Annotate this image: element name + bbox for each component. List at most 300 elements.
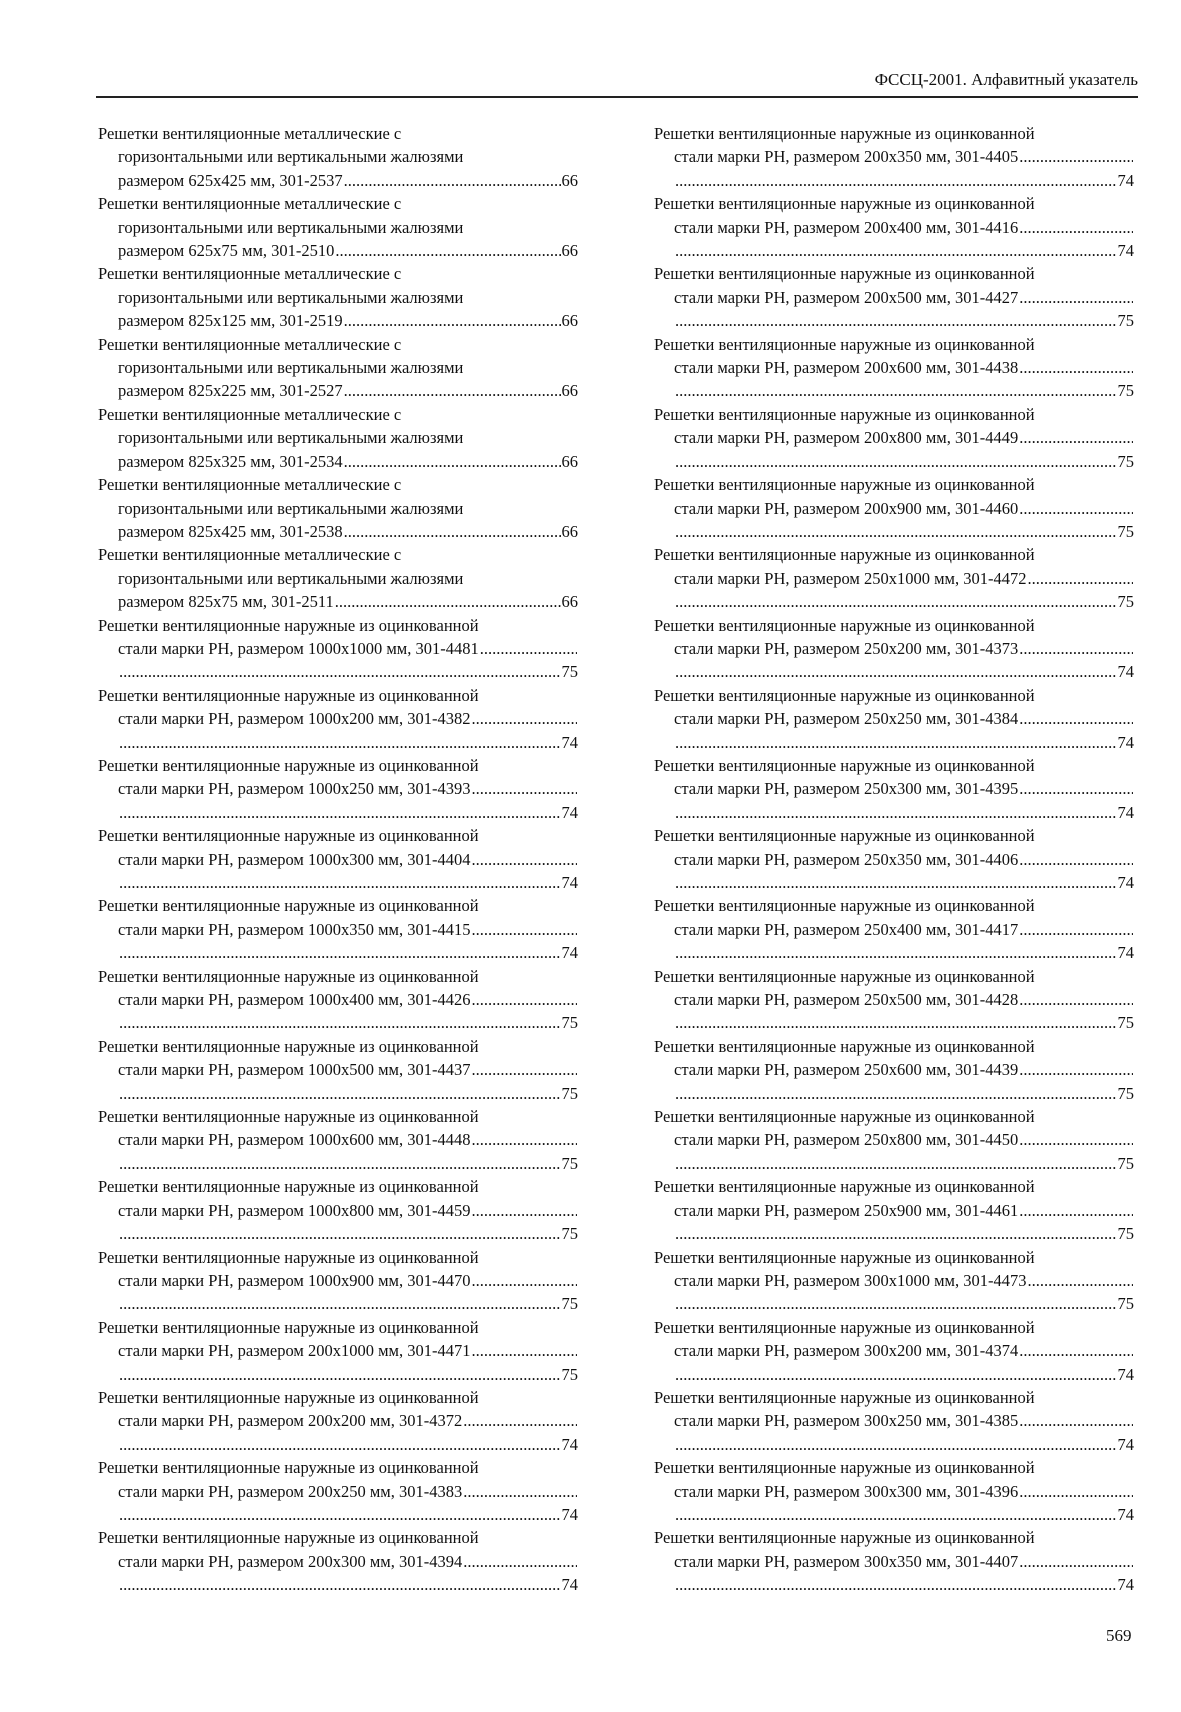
entry-text: Решетки вентиляционные наружные из оцинкованной: [654, 896, 1035, 916]
dot-leader: [1019, 777, 1133, 800]
dot-leader: [675, 1363, 1117, 1386]
entry-text: стали марки РН, размером 200х400 мм, 301-4416: [674, 217, 1019, 237]
entry-page-line: [98, 1222, 578, 1245]
dot-leader: [119, 731, 561, 754]
entry-page-ref: 66: [561, 311, 578, 331]
entry-page-ref: 75: [561, 1364, 578, 1384]
entry-text: стали марки РН, размером 1000х250 мм, 301-4393: [118, 779, 471, 799]
entry-page-ref: 74: [1117, 662, 1134, 682]
entry-page-ref: 74: [561, 1434, 578, 1454]
entry-text: стали марки РН, размером 250х900 мм, 301-4461: [674, 1200, 1019, 1220]
entry-continuation-line: [654, 356, 1134, 379]
entry-page-ref: 75: [1117, 1153, 1134, 1173]
entry-page-line: [654, 309, 1134, 332]
dot-leader: [119, 1292, 561, 1315]
entry-text: стали марки РН, размером 250х1000 мм, 301-4472: [674, 568, 1027, 588]
entry-text: горизонтальными или вертикальными жалюзями: [118, 358, 464, 378]
dot-leader: [119, 1433, 561, 1456]
entry-text: Решетки вентиляционные наружные из оцинкованной: [98, 966, 479, 986]
entry-text: Решетки вентиляционные наружные из оцинкованной: [98, 685, 479, 705]
dot-leader: [119, 1363, 561, 1386]
entry-heading-line: [654, 543, 1134, 566]
dot-leader: [675, 660, 1117, 683]
entry-page-ref: 74: [561, 1504, 578, 1524]
entry-page-line: [98, 1363, 578, 1386]
entry-heading-line: [98, 614, 578, 637]
entry-continuation-line: [98, 1128, 578, 1151]
dot-leader: [675, 1152, 1117, 1175]
dot-leader: [1019, 497, 1133, 520]
entry-continuation-line: [98, 567, 578, 590]
index-entry: [654, 1316, 1134, 1386]
entry-page-ref: 75: [1117, 1013, 1134, 1033]
index-entry: [98, 1316, 578, 1386]
entry-text: стали марки РН, размером 200х200 мм, 301-4372: [118, 1411, 463, 1431]
entry-text: стали марки РН, размером 200х500 мм, 301-4427: [674, 287, 1019, 307]
dot-leader: [472, 918, 578, 941]
entry-continuation-line: [98, 1199, 578, 1222]
entry-continuation-line: [98, 918, 578, 941]
dot-leader: [463, 1480, 577, 1503]
entry-continuation-line: [98, 216, 578, 239]
entry-text: стали марки РН, размером 200х900 мм, 301-4460: [674, 498, 1019, 518]
entry-continuation-line: [98, 520, 578, 543]
entry-continuation-line: [98, 1058, 578, 1081]
entry-text: Решетки вентиляционные наружные из оцинкованной: [654, 685, 1035, 705]
entry-page-line: [654, 660, 1134, 683]
entry-page-line: [98, 660, 578, 683]
entry-text: Решетки вентиляционные наружные из оцинкованной: [654, 124, 1035, 143]
entry-continuation-line: [98, 145, 578, 168]
entry-continuation-line: [654, 1058, 1134, 1081]
dot-leader: [1019, 637, 1133, 660]
entry-page-line: [98, 1503, 578, 1526]
entry-text: стали марки РН, размером 1000х500 мм, 301-4437: [118, 1060, 471, 1080]
index-entry: [654, 824, 1134, 894]
dot-leader: [344, 520, 561, 543]
dot-leader: [1019, 145, 1133, 168]
entry-continuation-line: [654, 216, 1134, 239]
dot-leader: [344, 450, 561, 473]
entry-page-line: [98, 941, 578, 964]
entry-heading-line: [654, 754, 1134, 777]
entry-text: стали марки РН, размером 1000х350 мм, 301-4415: [118, 919, 471, 939]
dot-leader: [119, 1011, 561, 1034]
entry-continuation-line: [654, 1480, 1134, 1503]
index-entry: [98, 684, 578, 754]
dot-leader: [119, 1573, 561, 1596]
dot-leader: [1019, 1409, 1133, 1432]
entry-page-line: [654, 1292, 1134, 1315]
index-entry: [98, 333, 578, 403]
entry-continuation-line: [654, 848, 1134, 871]
entry-page-ref: 74: [1117, 732, 1134, 752]
entry-page-ref: 75: [1117, 381, 1134, 401]
entry-page-ref: 74: [1117, 170, 1134, 190]
entry-continuation-line: [98, 1409, 578, 1432]
dot-leader: [344, 309, 561, 332]
entry-continuation-line: [654, 918, 1134, 941]
entry-text: стали марки РН, размером 1000х400 мм, 301-4426: [118, 990, 471, 1010]
entry-text: горизонтальными или вертикальными жалюзями: [118, 568, 464, 588]
index-entry: [654, 1386, 1134, 1456]
entry-page-line: [98, 801, 578, 824]
entry-continuation-line: [98, 777, 578, 800]
entry-page-line: [654, 450, 1134, 473]
entry-continuation-line: [654, 637, 1134, 660]
index-entry: [654, 122, 1134, 192]
index-entry: [654, 192, 1134, 262]
index-entry: [98, 262, 578, 332]
entry-continuation-line: [98, 450, 578, 473]
entry-heading-line: [98, 473, 578, 496]
dot-leader: [1019, 426, 1133, 449]
entry-continuation-line: [98, 1339, 578, 1362]
entry-text: стали марки РН, размером 250х500 мм, 301-4428: [674, 990, 1019, 1010]
entry-text: Решетки вентиляционные металлические с: [98, 194, 402, 214]
dot-leader: [1019, 1058, 1133, 1081]
entry-page-line: [654, 1433, 1134, 1456]
index-entry: [654, 894, 1134, 964]
entry-text: горизонтальными или вертикальными жалюзями: [118, 498, 464, 518]
entry-page-ref: 74: [1117, 943, 1134, 963]
entry-page-ref: 74: [561, 873, 578, 892]
dot-leader: [675, 731, 1117, 754]
index-entry: [654, 1456, 1134, 1526]
index-entry: [654, 1035, 1134, 1105]
entry-heading-line: [654, 473, 1134, 496]
entry-text: Решетки вентиляционные наружные из оцинкованной: [654, 475, 1035, 495]
entry-continuation-line: [98, 239, 578, 262]
entry-text: Решетки вентиляционные металлические с: [98, 334, 402, 354]
dot-leader: [675, 169, 1117, 192]
dot-leader: [119, 801, 561, 824]
index-entry: [98, 473, 578, 543]
entry-heading-line: [654, 1316, 1134, 1339]
entry-heading-line: [654, 965, 1134, 988]
entry-text: стали марки РН, размером 300х350 мм, 301-4407: [674, 1551, 1019, 1571]
dot-leader: [119, 1152, 561, 1175]
dot-leader: [1019, 918, 1133, 941]
entry-text: стали марки РН, размером 250х200 мм, 301-4373: [674, 638, 1019, 658]
running-header-title: ФССЦ-2001. Алфавитный указатель: [874, 70, 1138, 89]
entry-page-line: [654, 1503, 1134, 1526]
entry-continuation-line: [654, 567, 1134, 590]
dot-leader: [335, 239, 560, 262]
entry-heading-line: [98, 1175, 578, 1198]
entry-text: стали марки РН, размером 1000х900 мм, 301-4470: [118, 1270, 471, 1290]
entry-page-ref: 66: [561, 381, 578, 401]
entry-continuation-line: [98, 309, 578, 332]
dot-leader: [119, 1082, 561, 1105]
dot-leader: [119, 941, 561, 964]
entry-text: Решетки вентиляционные наружные из оцинкованной: [654, 615, 1035, 635]
entry-page-ref: 75: [561, 1083, 578, 1103]
dot-leader: [1019, 1480, 1133, 1503]
index-entry: [98, 965, 578, 1035]
entry-page-line: [654, 1573, 1134, 1596]
dot-leader: [119, 660, 561, 683]
entry-page-ref: 74: [1117, 802, 1134, 822]
dot-leader: [472, 988, 578, 1011]
entry-continuation-line: [654, 426, 1134, 449]
entry-page-line: [654, 731, 1134, 754]
entry-text: стали марки РН, размером 1000х300 мм, 301-4404: [118, 849, 471, 869]
index-entry: [98, 894, 578, 964]
index-entry: [654, 403, 1134, 473]
entry-page-ref: 66: [561, 170, 578, 190]
entry-page-line: [654, 941, 1134, 964]
entry-continuation-line: [654, 1269, 1134, 1292]
entry-text: стали марки РН, размером 300х1000 мм, 301-4473: [674, 1270, 1027, 1290]
entry-page-ref: 74: [561, 1575, 578, 1595]
entry-heading-line: [98, 122, 578, 145]
entry-heading-line: [98, 1386, 578, 1409]
entry-text: стали марки РН, размером 250х250 мм, 301-4384: [674, 709, 1019, 729]
entry-text: Решетки вентиляционные металлические с: [98, 124, 402, 143]
entry-continuation-line: [98, 497, 578, 520]
entry-continuation-line: [98, 426, 578, 449]
entry-text: Решетки вентиляционные металлические с: [98, 545, 402, 565]
entry-heading-line: [654, 1105, 1134, 1128]
index-entry: [654, 965, 1134, 1035]
entry-page-ref: 66: [561, 592, 578, 612]
entry-continuation-line: [654, 988, 1134, 1011]
entry-page-line: [98, 1011, 578, 1034]
entry-text: Решетки вентиляционные наружные из оцинкованной: [98, 1247, 479, 1267]
entry-page-line: [98, 871, 578, 894]
entry-text: Решетки вентиляционные наружные из оцинкованной: [654, 404, 1035, 424]
dot-leader: [472, 1199, 578, 1222]
entry-continuation-line: [654, 1409, 1134, 1432]
entry-heading-line: [98, 543, 578, 566]
entry-text: Решетки вентиляционные наружные из оцинкованной: [654, 755, 1035, 775]
entry-page-ref: 75: [1117, 311, 1134, 331]
dot-leader: [675, 941, 1117, 964]
index-entry: [654, 754, 1134, 824]
entry-page-line: [98, 1573, 578, 1596]
entry-page-line: [654, 1011, 1134, 1034]
index-entry: [98, 754, 578, 824]
dot-leader: [472, 1128, 578, 1151]
entry-page-ref: 74: [1117, 1434, 1134, 1454]
entry-text: стали марки РН, размером 250х400 мм, 301-4417: [674, 919, 1019, 939]
entry-text: стали марки РН, размером 250х600 мм, 301-4439: [674, 1060, 1019, 1080]
entry-text: стали марки РН, размером 1000х800 мм, 301-4459: [118, 1200, 471, 1220]
entry-text: Решетки вентиляционные металлические с: [98, 264, 402, 284]
entry-page-line: [98, 1292, 578, 1315]
dot-leader: [472, 848, 578, 871]
entry-page-ref: 75: [1117, 1294, 1134, 1314]
dot-leader: [675, 590, 1117, 613]
dot-leader: [675, 1011, 1117, 1034]
page-number: 569: [1106, 1626, 1132, 1645]
index-entry: [98, 403, 578, 473]
entry-continuation-line: [654, 707, 1134, 730]
index-entry: [654, 543, 1134, 613]
dot-leader: [1019, 356, 1133, 379]
entry-heading-line: [654, 1246, 1134, 1269]
entry-heading-line: [98, 1246, 578, 1269]
entry-page-line: [654, 1222, 1134, 1245]
dot-leader: [472, 1058, 578, 1081]
entry-text: размером 625х75 мм, 301-2510: [118, 241, 335, 261]
dot-leader: [344, 169, 561, 192]
entry-text: размером 825х425 мм, 301-2538: [118, 521, 343, 541]
entry-page-line: [98, 1433, 578, 1456]
entry-text: размером 825х75 мм, 301-2511: [118, 592, 334, 612]
index-entry: [98, 543, 578, 613]
dot-leader: [472, 1339, 578, 1362]
entry-continuation-line: [654, 1550, 1134, 1573]
entry-text: стали марки РН, размером 1000х600 мм, 301-4448: [118, 1130, 471, 1150]
entry-text: стали марки РН, размером 1000х200 мм, 301-4382: [118, 709, 471, 729]
dot-leader: [1019, 707, 1133, 730]
dot-leader: [675, 309, 1117, 332]
dot-leader: [1028, 1269, 1134, 1292]
dot-leader: [675, 520, 1117, 543]
entry-text: стали марки РН, размером 250х800 мм, 301-4450: [674, 1130, 1019, 1150]
entry-page-ref: 74: [561, 943, 578, 963]
entry-text: горизонтальными или вертикальными жалюзями: [118, 217, 464, 237]
entry-text: Решетки вентиляционные наружные из оцинкованной: [654, 1387, 1035, 1407]
entry-heading-line: [654, 684, 1134, 707]
entry-text: горизонтальными или вертикальными жалюзями: [118, 287, 464, 307]
entry-heading-line: [654, 1456, 1134, 1479]
entry-text: стали марки РН, размером 300х200 мм, 301-4374: [674, 1341, 1019, 1361]
entry-page-ref: 66: [561, 241, 578, 261]
entry-heading-line: [654, 262, 1134, 285]
entry-text: стали марки РН, размером 200х250 мм, 301-4383: [118, 1481, 463, 1501]
dot-leader: [675, 1433, 1117, 1456]
dot-leader: [344, 379, 561, 402]
entry-text: Решетки вентиляционные наружные из оцинкованной: [98, 755, 479, 775]
index-entry: [98, 192, 578, 262]
index-entry: [98, 1105, 578, 1175]
entry-page-ref: 74: [1117, 1575, 1134, 1595]
dot-leader: [1028, 567, 1134, 590]
entry-page-ref: 74: [561, 732, 578, 752]
entry-page-ref: 66: [561, 521, 578, 541]
entry-heading-line: [654, 333, 1134, 356]
dot-leader: [675, 1292, 1117, 1315]
index-entry: [98, 122, 578, 192]
dot-leader: [1019, 216, 1133, 239]
entry-text: стали марки РН, размером 1000х1000 мм, 301-4481: [118, 638, 479, 658]
entry-continuation-line: [654, 286, 1134, 309]
dot-leader: [472, 777, 578, 800]
entry-text: Решетки вентиляционные наружные из оцинкованной: [654, 334, 1035, 354]
entry-continuation-line: [98, 988, 578, 1011]
entry-heading-line: [654, 122, 1134, 145]
entry-text: Решетки вентиляционные наружные из оцинкованной: [98, 1107, 479, 1127]
dot-leader: [1019, 1550, 1133, 1573]
index-column-left: [98, 122, 578, 1597]
dot-leader: [675, 1573, 1117, 1596]
entry-text: Решетки вентиляционные наружные из оцинкованной: [98, 896, 479, 916]
index-entry: [98, 1175, 578, 1245]
entry-text: Решетки вентиляционные наружные из оцинкованной: [654, 1458, 1035, 1478]
entry-continuation-line: [98, 848, 578, 871]
entry-text: Решетки вентиляционные наружные из оцинкованной: [654, 545, 1035, 565]
entry-page-ref: 74: [1117, 873, 1134, 892]
entry-page-ref: 74: [561, 802, 578, 822]
entry-text: Решетки вентиляционные наружные из оцинкованной: [98, 1317, 479, 1337]
dot-leader: [1019, 1339, 1133, 1362]
entry-text: Решетки вентиляционные наружные из оцинкованной: [654, 966, 1035, 986]
entry-text: стали марки РН, размером 200х800 мм, 301-4449: [674, 428, 1019, 448]
entry-heading-line: [98, 192, 578, 215]
entry-text: Решетки вентиляционные наружные из оцинкованной: [98, 1036, 479, 1056]
index-entry: [98, 614, 578, 684]
entry-page-ref: 75: [1117, 521, 1134, 541]
entry-heading-line: [654, 1526, 1134, 1549]
dot-leader: [472, 1269, 578, 1292]
entry-text: Решетки вентиляционные наружные из оцинкованной: [654, 1247, 1035, 1267]
entry-heading-line: [98, 894, 578, 917]
dot-leader: [335, 590, 561, 613]
entry-heading-line: [98, 684, 578, 707]
entry-text: стали марки РН, размером 300х250 мм, 301-4385: [674, 1411, 1019, 1431]
entry-heading-line: [98, 1105, 578, 1128]
entry-heading-line: [98, 1526, 578, 1549]
entry-heading-line: [98, 1456, 578, 1479]
dot-leader: [463, 1409, 577, 1432]
entry-continuation-line: [98, 379, 578, 402]
entry-page-line: [98, 1082, 578, 1105]
entry-page-line: [654, 379, 1134, 402]
dot-leader: [675, 801, 1117, 824]
index-entry: [98, 1456, 578, 1526]
entry-text: Решетки вентиляционные наружные из оцинкованной: [654, 1107, 1035, 1127]
entry-page-ref: 75: [561, 1153, 578, 1173]
entry-page-ref: 75: [561, 1294, 578, 1314]
dot-leader: [675, 239, 1117, 262]
entry-continuation-line: [98, 169, 578, 192]
entry-heading-line: [98, 403, 578, 426]
entry-continuation-line: [98, 1269, 578, 1292]
entry-text: горизонтальными или вертикальными жалюзями: [118, 428, 464, 448]
entry-page-line: [654, 801, 1134, 824]
entry-page-ref: 74: [1117, 1504, 1134, 1524]
entry-text: стали марки РН, размером 250х300 мм, 301-4395: [674, 779, 1019, 799]
index-entry: [654, 614, 1134, 684]
entry-text: Решетки вентиляционные наружные из оцинкованной: [98, 1177, 479, 1197]
entry-text: Решетки вентиляционные наружные из оцинкованной: [98, 1387, 479, 1407]
entry-page-line: [98, 1152, 578, 1175]
entry-page-ref: 75: [1117, 1083, 1134, 1103]
entry-text: Решетки вентиляционные наружные из оцинкованной: [654, 194, 1035, 214]
entry-heading-line: [98, 754, 578, 777]
entry-heading-line: [98, 262, 578, 285]
entry-text: Решетки вентиляционные металлические с: [98, 404, 402, 424]
entry-text: размером 825х225 мм, 301-2527: [118, 381, 343, 401]
index-entry: [654, 1526, 1134, 1596]
entry-text: стали марки РН, размером 200х600 мм, 301-4438: [674, 358, 1019, 378]
entry-text: Решетки вентиляционные наружные из оцинкованной: [654, 1177, 1035, 1197]
entry-page-line: [654, 169, 1134, 192]
entry-text: горизонтальными или вертикальными жалюзями: [118, 147, 464, 167]
index-entry: [98, 1246, 578, 1316]
entry-heading-line: [654, 1175, 1134, 1198]
entry-continuation-line: [654, 497, 1134, 520]
entry-page-line: [654, 1082, 1134, 1105]
entry-text: Решетки вентиляционные металлические с: [98, 475, 402, 495]
index-entry: [654, 262, 1134, 332]
entry-text: размером 625х425 мм, 301-2537: [118, 170, 343, 190]
entry-heading-line: [98, 965, 578, 988]
entry-page-ref: 75: [561, 1224, 578, 1244]
